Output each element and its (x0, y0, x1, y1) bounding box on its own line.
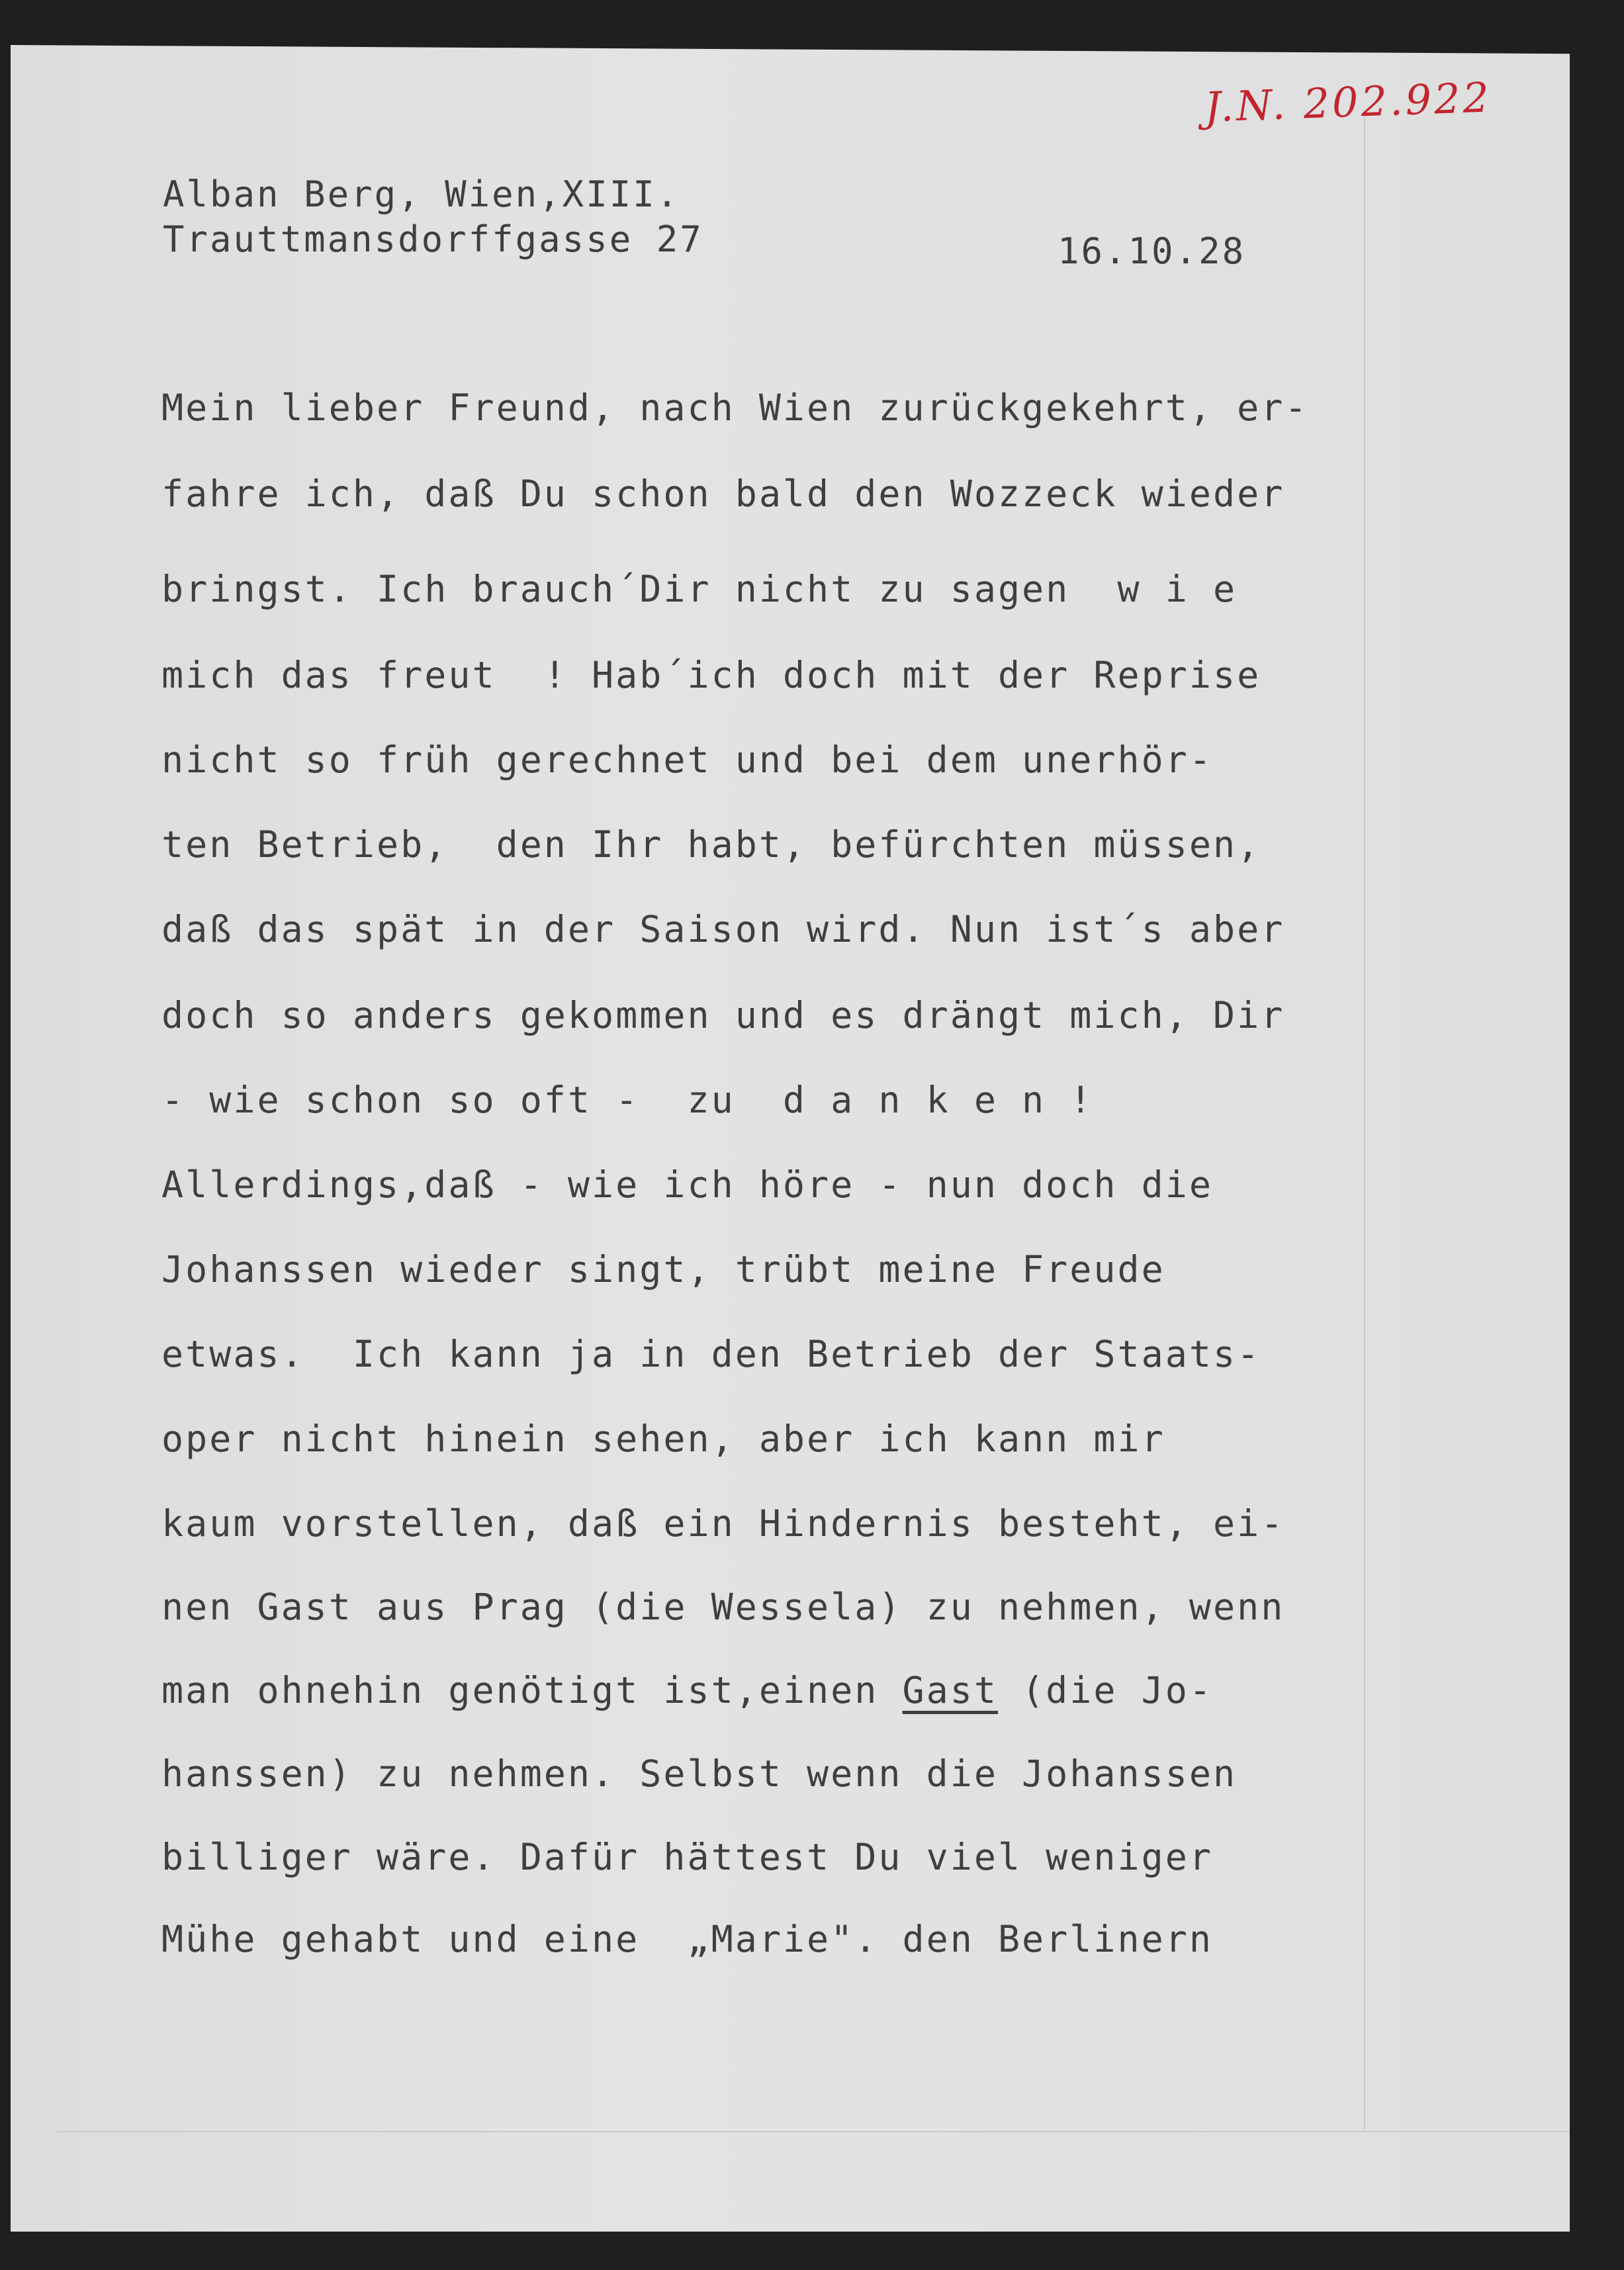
body-line: - wie schon so oft - zu d a n k e n ! (161, 1079, 1094, 1121)
page-fold-line (1364, 111, 1365, 2130)
body-line: mich das freut ! Hab´ich doch mit der Reprise (161, 654, 1261, 696)
body-line: daß das spät in der Saison wird. Nun ist´s aber (161, 908, 1285, 950)
body-line: Mein lieber Freund, nach Wien zurückgekehrt, er- (161, 386, 1309, 429)
body-line: ten Betrieb, den Ihr habt, befürchten müssen, (161, 823, 1261, 866)
body-line: bringst. Ich brauch´Dir nicht zu sagen w i e (161, 568, 1238, 610)
body-text: (die Jo- (997, 1669, 1213, 1711)
body-line: fahre ich, daß Du schon bald den Wozzeck wieder (161, 473, 1285, 515)
sender-name-city: Alban Berg, Wien,XIII. (163, 173, 680, 215)
letter-date: 16.10.28 (1058, 230, 1246, 272)
body-line: Johanssen wieder singt, trübt meine Freude (161, 1248, 1165, 1291)
body-line: Allerdings,daß - wie ich höre - nun doch die (161, 1163, 1213, 1206)
body-line: nicht so früh gerechnet und bei dem unerhör- (161, 739, 1213, 781)
body-text: man ohnehin genötigt ist,einen (161, 1669, 903, 1711)
archive-mark: J.N. 202.922 (1204, 73, 1493, 132)
body-line: oper nicht hinein sehen, aber ich kann mir (161, 1418, 1165, 1460)
body-line: hanssen) zu nehmen. Selbst wenn die Johanssen (161, 1752, 1238, 1795)
letter-page (11, 45, 1570, 2232)
body-line: doch so anders gekommen und es drängt mich, Dir (161, 994, 1285, 1036)
body-line: kaum vorstellen, daß ein Hindernis besteht, ei- (161, 1502, 1285, 1545)
body-line: etwas. Ich kann ja in den Betrieb der Staats- (161, 1333, 1261, 1375)
underlined-word: Gast (902, 1669, 998, 1711)
page-fold-line (57, 2131, 1579, 2132)
body-line: billiger wäre. Dafür hättest Du viel weniger (161, 1836, 1213, 1878)
body-line (161, 1669, 1213, 1711)
sender-street: Trauttmansdorffgasse 27 (163, 218, 703, 260)
body-line: nen Gast aus Prag (die Wessela) zu nehmen, wenn (161, 1586, 1285, 1628)
body-line: Mühe gehabt und eine „Marie". den Berlinern (161, 1918, 1213, 1960)
